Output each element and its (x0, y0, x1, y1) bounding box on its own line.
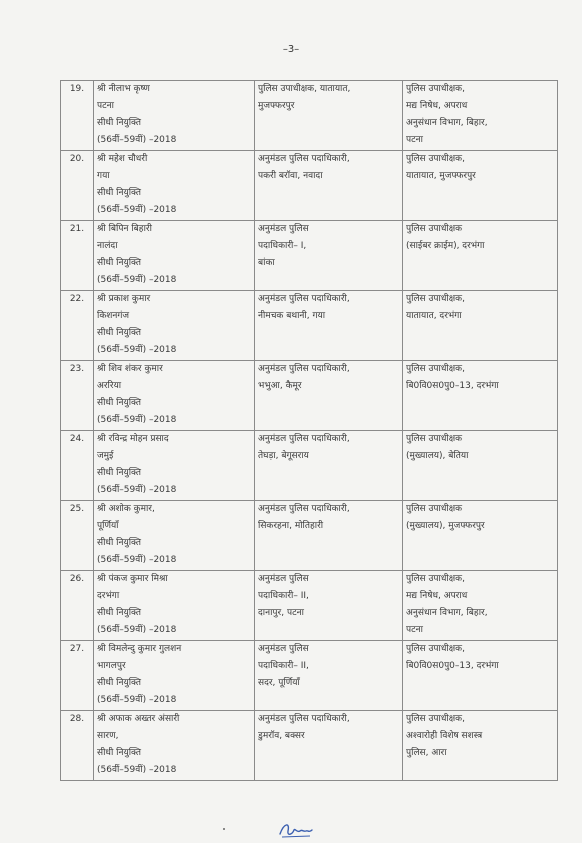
current-posting-cell (255, 501, 403, 571)
current-posting-line: अनुमंडल पुलिस (258, 644, 309, 654)
officer-details-line: (56वीं–59वीं) –2018 (97, 555, 177, 566)
new-posting-cell (403, 641, 558, 711)
officer-details-line: सीधी नियुक्ति (97, 468, 141, 479)
posting-table-body (61, 81, 558, 781)
current-posting-cell (255, 151, 403, 221)
new-posting-line: अश्वारोही विशेष सशस्त्र (406, 731, 483, 742)
current-posting-line: डुमरॉव, बक्सर (258, 731, 305, 742)
current-posting-line: अनुमंडल पुलिस पदाधिकारी, (258, 434, 350, 444)
officer-details-line: श्री अफाक अख्तर अंसारी (97, 714, 180, 724)
current-posting-line: पकरी बरॉवा, नवादा (258, 171, 323, 182)
new-posting-cell (403, 221, 558, 291)
serial-number: 26. (61, 571, 94, 641)
officer-details-line: दरभंगा (97, 591, 120, 602)
officer-details-line: श्री विमलेन्दु कुमार गुलशन (97, 644, 182, 654)
serial-number: 27. (61, 641, 94, 711)
officer-details-cell (94, 81, 255, 151)
officer-details-cell (94, 291, 255, 361)
new-posting-line: पुलिस, आरा (406, 748, 447, 759)
new-posting-cell (403, 291, 558, 361)
officer-details-line: श्री शिव शंकर कुमार (97, 364, 163, 374)
current-posting-line: तेघड़ा, बेगूसराय (258, 451, 309, 462)
new-posting-cell (403, 431, 558, 501)
signature-mark (276, 819, 316, 841)
new-posting-line: (साईबर क्राईम), दरभंगा (406, 241, 485, 252)
officer-details-line: (56वीं–59वीं) –2018 (97, 345, 177, 356)
officer-details-line: श्री बिपिन बिहारी (97, 224, 152, 234)
new-posting-line: बि0वि0स0पु0–13, दरभंगा (406, 381, 499, 392)
officer-details-line: (56वीं–59वीं) –2018 (97, 415, 177, 426)
current-posting-cell (255, 571, 403, 641)
officer-details-line: गया (97, 171, 110, 182)
officer-details-line: श्री प्रकाश कुमार (97, 294, 151, 304)
current-posting-line: पदाधिकारी– II, (258, 661, 309, 672)
new-posting-line: पुलिस उपाधीक्षक (406, 434, 463, 444)
officer-details-line: सीधी नियुक्ति (97, 328, 141, 339)
new-posting-line: (मुख्यालय), बेतिया (406, 451, 469, 462)
officer-details-cell (94, 151, 255, 221)
current-posting-line: नीमचक बथानी, गया (258, 311, 326, 322)
officer-details-line: (56वीं–59वीं) –2018 (97, 275, 177, 286)
serial-number: 19. (61, 81, 94, 151)
officer-details-line: सारण, (97, 731, 119, 742)
new-posting-line: (मुख्यालय), मुजफ्फरपुर (406, 521, 485, 532)
current-posting-line: अनुमंडल पुलिस पदाधिकारी, (258, 504, 350, 514)
officer-details-line: जमुई (97, 451, 114, 462)
officer-details-cell (94, 431, 255, 501)
serial-number: 22. (61, 291, 94, 361)
current-posting-cell (255, 711, 403, 781)
current-posting-cell (255, 361, 403, 431)
new-posting-line: पुलिस उपाधीक्षक, (406, 644, 465, 654)
new-posting-line: पुलिस उपाधीक्षक, (406, 84, 465, 94)
officer-details-line: (56वीं–59वीं) –2018 (97, 765, 177, 776)
new-posting-cell (403, 501, 558, 571)
officer-details-line: (56वीं–59वीं) –2018 (97, 485, 177, 496)
officer-details-cell (94, 571, 255, 641)
officer-details-cell (94, 361, 255, 431)
current-posting-line: सिकरहना, मोतिहारी (258, 521, 324, 532)
serial-number: 21. (61, 221, 94, 291)
officer-details-cell (94, 221, 255, 291)
officer-details-line: श्री पंकज कुमार मिश्रा (97, 574, 168, 584)
new-posting-cell (403, 711, 558, 781)
new-posting-line: पुलिस उपाधीक्षक, (406, 364, 465, 374)
officer-details-line: सीधी नियुक्ति (97, 678, 141, 689)
serial-number: 24. (61, 431, 94, 501)
table-row (61, 151, 558, 221)
page-number: –3– (282, 44, 300, 55)
new-posting-line: पुलिस उपाधीक्षक, (406, 714, 465, 724)
table-row (61, 291, 558, 361)
officer-details-line: सीधी नियुक्ति (97, 748, 141, 759)
new-posting-line: पुलिस उपाधीक्षक (406, 224, 463, 234)
table-row (61, 361, 558, 431)
officer-details-line: सीधी नियुक्ति (97, 538, 141, 549)
current-posting-line: अनुमंडल पुलिस पदाधिकारी, (258, 714, 350, 724)
current-posting-line: अनुमंडल पुलिस पदाधिकारी, (258, 294, 350, 304)
officer-details-cell (94, 501, 255, 571)
officer-details-line: श्री अशोक कुमार, (97, 504, 155, 514)
new-posting-line: पटना (406, 135, 423, 146)
new-posting-cell (403, 571, 558, 641)
current-posting-line: सदर, पूर्णियाँ (258, 678, 300, 689)
current-posting-line: अनुमंडल पुलिस पदाधिकारी, (258, 364, 350, 374)
officer-details-line: सीधी नियुक्ति (97, 398, 141, 409)
officer-details-line: सीधी नियुक्ति (97, 188, 141, 199)
new-posting-line: अनुसंधान विभाग, बिहार, (406, 118, 488, 129)
officer-details-line: (56वीं–59वीं) –2018 (97, 205, 177, 216)
serial-number: 20. (61, 151, 94, 221)
current-posting-line: भभुआ, कैमूर (258, 381, 302, 392)
serial-number: 23. (61, 361, 94, 431)
new-posting-line: मद्य निषेध, अपराध (406, 101, 468, 112)
table-row (61, 571, 558, 641)
new-posting-line: मद्य निषेध, अपराध (406, 591, 468, 602)
serial-number: 25. (61, 501, 94, 571)
table-row (61, 501, 558, 571)
current-posting-cell (255, 641, 403, 711)
new-posting-line: अनुसंधान विभाग, बिहार, (406, 608, 488, 619)
officer-details-line: नालंदा (97, 241, 118, 252)
officer-details-line: (56वीं–59वीं) –2018 (97, 625, 177, 636)
new-posting-line: यातायात, दरभंगा (406, 311, 462, 322)
new-posting-line: पुलिस उपाधीक्षक, (406, 574, 465, 584)
officer-details-line: सीधी नियुक्ति (97, 258, 141, 269)
officer-details-line: भागलपुर (97, 661, 126, 672)
officer-details-line: सीधी नियुक्ति (97, 118, 141, 129)
table-row (61, 711, 558, 781)
new-posting-line: पुलिस उपाधीक्षक (406, 504, 463, 514)
current-posting-line: पुलिस उपाधीक्षक, यातायात, (258, 84, 351, 94)
new-posting-line: बि0वि0स0पु0–13, दरभंगा (406, 661, 499, 672)
new-posting-line: पुलिस उपाधीक्षक, (406, 294, 465, 304)
officer-details-cell (94, 641, 255, 711)
table-row (61, 641, 558, 711)
current-posting-line: बांका (258, 258, 275, 269)
serial-number: 28. (61, 711, 94, 781)
current-posting-cell (255, 431, 403, 501)
new-posting-line: पटना (406, 625, 423, 636)
officer-details-cell (94, 711, 255, 781)
current-posting-line: अनुमंडल पुलिस (258, 224, 309, 234)
table-row (61, 431, 558, 501)
new-posting-line: यातायात, मुजफ्फरपुर (406, 171, 476, 182)
officer-details-line: अररिया (97, 381, 122, 392)
speck (223, 828, 225, 830)
officer-details-line: सीधी नियुक्ति (97, 608, 141, 619)
current-posting-line: अनुमंडल पुलिस (258, 574, 309, 584)
officer-details-line: श्री रविन्द्र मोहन प्रसाद (97, 434, 169, 444)
officer-details-line: (56वीं–59वीं) –2018 (97, 695, 177, 706)
current-posting-cell (255, 221, 403, 291)
new-posting-cell (403, 361, 558, 431)
officer-details-line: (56वीं–59वीं) –2018 (97, 135, 177, 146)
new-posting-cell (403, 151, 558, 221)
officer-details-line: पूर्णियाँ (97, 521, 119, 532)
new-posting-line: पुलिस उपाधीक्षक, (406, 154, 465, 164)
officer-details-line: पटना (97, 101, 114, 112)
posting-table (60, 80, 558, 781)
new-posting-cell (403, 81, 558, 151)
table-row (61, 81, 558, 151)
officer-details-line: श्री महेश चौधरी (97, 154, 148, 164)
current-posting-line: अनुमंडल पुलिस पदाधिकारी, (258, 154, 350, 164)
table-row (61, 221, 558, 291)
current-posting-cell (255, 81, 403, 151)
current-posting-line: दानापुर, पटना (258, 608, 304, 619)
officer-details-line: किशनगंज (97, 311, 130, 322)
current-posting-line: पदाधिकारी– II, (258, 591, 309, 602)
current-posting-cell (255, 291, 403, 361)
current-posting-line: मुजफ्फरपुर (258, 101, 295, 112)
officer-details-line: श्री नीलाभ कृष्ण (97, 84, 150, 94)
current-posting-line: पदाधिकारी– I, (258, 241, 307, 252)
